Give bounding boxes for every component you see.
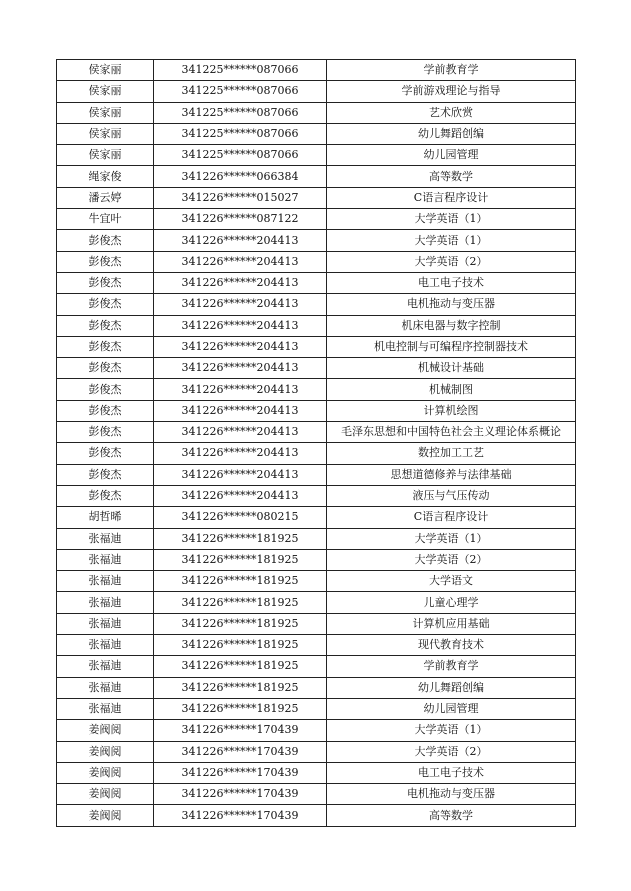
table-row [57, 720, 576, 741]
table-row [57, 762, 576, 783]
id-number-cell: 341226******170439 [154, 720, 327, 741]
name-cell: 彭俊杰 [57, 379, 154, 400]
id-number-cell: 341226******015027 [154, 187, 327, 208]
name-cell: 彭俊杰 [57, 251, 154, 272]
name-cell: 彭俊杰 [57, 422, 154, 443]
course-cell: 大学英语（1） [327, 720, 576, 741]
course-cell: 电工电子技术 [327, 762, 576, 783]
course-cell: 幼儿舞蹈创编 [327, 677, 576, 698]
course-cell: 计算机应用基础 [327, 613, 576, 634]
course-cell: 大学英语（1） [327, 528, 576, 549]
table-row [57, 507, 576, 528]
name-cell: 彭俊杰 [57, 358, 154, 379]
id-number-cell: 341226******204413 [154, 464, 327, 485]
name-cell: 张福迪 [57, 571, 154, 592]
name-cell: 侯家丽 [57, 145, 154, 166]
table-row [57, 60, 576, 81]
id-number-cell: 341225******087066 [154, 102, 327, 123]
name-cell: 张福迪 [57, 677, 154, 698]
table-body [57, 60, 576, 827]
name-cell: 绳家俊 [57, 166, 154, 187]
table-row [57, 230, 576, 251]
table-row [57, 358, 576, 379]
course-cell: 思想道德修养与法律基础 [327, 464, 576, 485]
table-row [57, 123, 576, 144]
course-cell: 机电控制与可编程序控制器技术 [327, 336, 576, 357]
name-cell: 彭俊杰 [57, 485, 154, 506]
id-number-cell: 341226******080215 [154, 507, 327, 528]
table-row [57, 422, 576, 443]
id-number-cell: 341226******204413 [154, 294, 327, 315]
table-row [57, 784, 576, 805]
id-number-cell: 341226******204413 [154, 443, 327, 464]
course-cell: 机床电器与数字控制 [327, 315, 576, 336]
name-cell: 张福迪 [57, 592, 154, 613]
id-number-cell: 341226******204413 [154, 336, 327, 357]
id-number-cell: 341226******181925 [154, 698, 327, 719]
id-number-cell: 341226******204413 [154, 251, 327, 272]
course-cell: 毛泽东思想和中国特色社会主义理论体系概论 [327, 422, 576, 443]
id-number-cell: 341226******181925 [154, 677, 327, 698]
id-number-cell: 341226******181925 [154, 549, 327, 570]
name-cell: 张福迪 [57, 613, 154, 634]
course-cell: 电工电子技术 [327, 272, 576, 293]
id-number-cell: 341225******087066 [154, 123, 327, 144]
course-cell: C语言程序设计 [327, 507, 576, 528]
table-row [57, 677, 576, 698]
student-course-table [56, 59, 576, 827]
course-cell: 电机拖动与变压器 [327, 784, 576, 805]
name-cell: 胡哲晞 [57, 507, 154, 528]
name-cell: 彭俊杰 [57, 272, 154, 293]
id-number-cell: 341226******181925 [154, 613, 327, 634]
table-row [57, 187, 576, 208]
name-cell: 姜阀阅 [57, 762, 154, 783]
table-row [57, 464, 576, 485]
name-cell: 张福迪 [57, 698, 154, 719]
id-number-cell: 341226******181925 [154, 592, 327, 613]
id-number-cell: 341226******087122 [154, 209, 327, 230]
course-cell: 电机拖动与变压器 [327, 294, 576, 315]
table-row [57, 528, 576, 549]
table-row [57, 145, 576, 166]
table-row [57, 379, 576, 400]
table-row [57, 613, 576, 634]
course-cell: 大学英语（2） [327, 741, 576, 762]
id-number-cell: 341225******087066 [154, 81, 327, 102]
name-cell: 姜阀阅 [57, 805, 154, 826]
id-number-cell: 341226******204413 [154, 422, 327, 443]
course-cell: 学前游戏理论与指导 [327, 81, 576, 102]
id-number-cell: 341226******181925 [154, 528, 327, 549]
table-row [57, 251, 576, 272]
course-cell: 机械设计基础 [327, 358, 576, 379]
name-cell: 彭俊杰 [57, 400, 154, 421]
table-row [57, 698, 576, 719]
id-number-cell: 341226******204413 [154, 230, 327, 251]
table-row [57, 166, 576, 187]
id-number-cell: 341226******170439 [154, 762, 327, 783]
name-cell: 侯家丽 [57, 60, 154, 81]
table-row [57, 443, 576, 464]
table-row [57, 805, 576, 826]
table-row [57, 549, 576, 570]
course-cell: 数控加工工艺 [327, 443, 576, 464]
table-row [57, 336, 576, 357]
id-number-cell: 341226******204413 [154, 272, 327, 293]
table-row [57, 635, 576, 656]
table-row [57, 102, 576, 123]
course-cell: 幼儿舞蹈创编 [327, 123, 576, 144]
table-row [57, 592, 576, 613]
name-cell: 侯家丽 [57, 123, 154, 144]
id-number-cell: 341226******181925 [154, 635, 327, 656]
id-number-cell: 341226******170439 [154, 805, 327, 826]
id-number-cell: 341226******204413 [154, 400, 327, 421]
id-number-cell: 341226******170439 [154, 741, 327, 762]
id-number-cell: 341226******066384 [154, 166, 327, 187]
course-cell: C语言程序设计 [327, 187, 576, 208]
course-cell: 大学英语（2） [327, 549, 576, 570]
name-cell: 牛宜叶 [57, 209, 154, 230]
course-cell: 大学语文 [327, 571, 576, 592]
course-cell: 大学英语（1） [327, 230, 576, 251]
course-cell: 儿童心理学 [327, 592, 576, 613]
table-row [57, 294, 576, 315]
course-cell: 机械制图 [327, 379, 576, 400]
name-cell: 姜阀阅 [57, 741, 154, 762]
course-cell: 高等数学 [327, 805, 576, 826]
course-cell: 幼儿园管理 [327, 145, 576, 166]
name-cell: 彭俊杰 [57, 464, 154, 485]
id-number-cell: 341226******204413 [154, 379, 327, 400]
course-cell: 幼儿园管理 [327, 698, 576, 719]
id-number-cell: 341225******087066 [154, 60, 327, 81]
name-cell: 姜阀阅 [57, 784, 154, 805]
table-row [57, 485, 576, 506]
table-row [57, 400, 576, 421]
name-cell: 张福迪 [57, 656, 154, 677]
name-cell: 彭俊杰 [57, 443, 154, 464]
name-cell: 彭俊杰 [57, 230, 154, 251]
name-cell: 张福迪 [57, 528, 154, 549]
course-cell: 学前教育学 [327, 60, 576, 81]
table-row [57, 315, 576, 336]
id-number-cell: 341226******181925 [154, 656, 327, 677]
course-cell: 计算机绘图 [327, 400, 576, 421]
table-row [57, 81, 576, 102]
name-cell: 张福迪 [57, 635, 154, 656]
name-cell: 侯家丽 [57, 81, 154, 102]
course-cell: 学前教育学 [327, 656, 576, 677]
course-cell: 大学英语（1） [327, 209, 576, 230]
course-cell: 艺术欣赏 [327, 102, 576, 123]
name-cell: 彭俊杰 [57, 294, 154, 315]
name-cell: 姜阀阅 [57, 720, 154, 741]
table-row [57, 571, 576, 592]
id-number-cell: 341225******087066 [154, 145, 327, 166]
name-cell: 张福迪 [57, 549, 154, 570]
name-cell: 彭俊杰 [57, 315, 154, 336]
course-cell: 现代教育技术 [327, 635, 576, 656]
id-number-cell: 341226******204413 [154, 315, 327, 336]
name-cell: 彭俊杰 [57, 336, 154, 357]
table-row [57, 272, 576, 293]
table-row [57, 209, 576, 230]
id-number-cell: 341226******204413 [154, 358, 327, 379]
id-number-cell: 341226******204413 [154, 485, 327, 506]
id-number-cell: 341226******181925 [154, 571, 327, 592]
course-cell: 液压与气压传动 [327, 485, 576, 506]
id-number-cell: 341226******170439 [154, 784, 327, 805]
course-cell: 大学英语（2） [327, 251, 576, 272]
table-row [57, 656, 576, 677]
table-row [57, 741, 576, 762]
course-cell: 高等数学 [327, 166, 576, 187]
name-cell: 潘云婷 [57, 187, 154, 208]
name-cell: 侯家丽 [57, 102, 154, 123]
